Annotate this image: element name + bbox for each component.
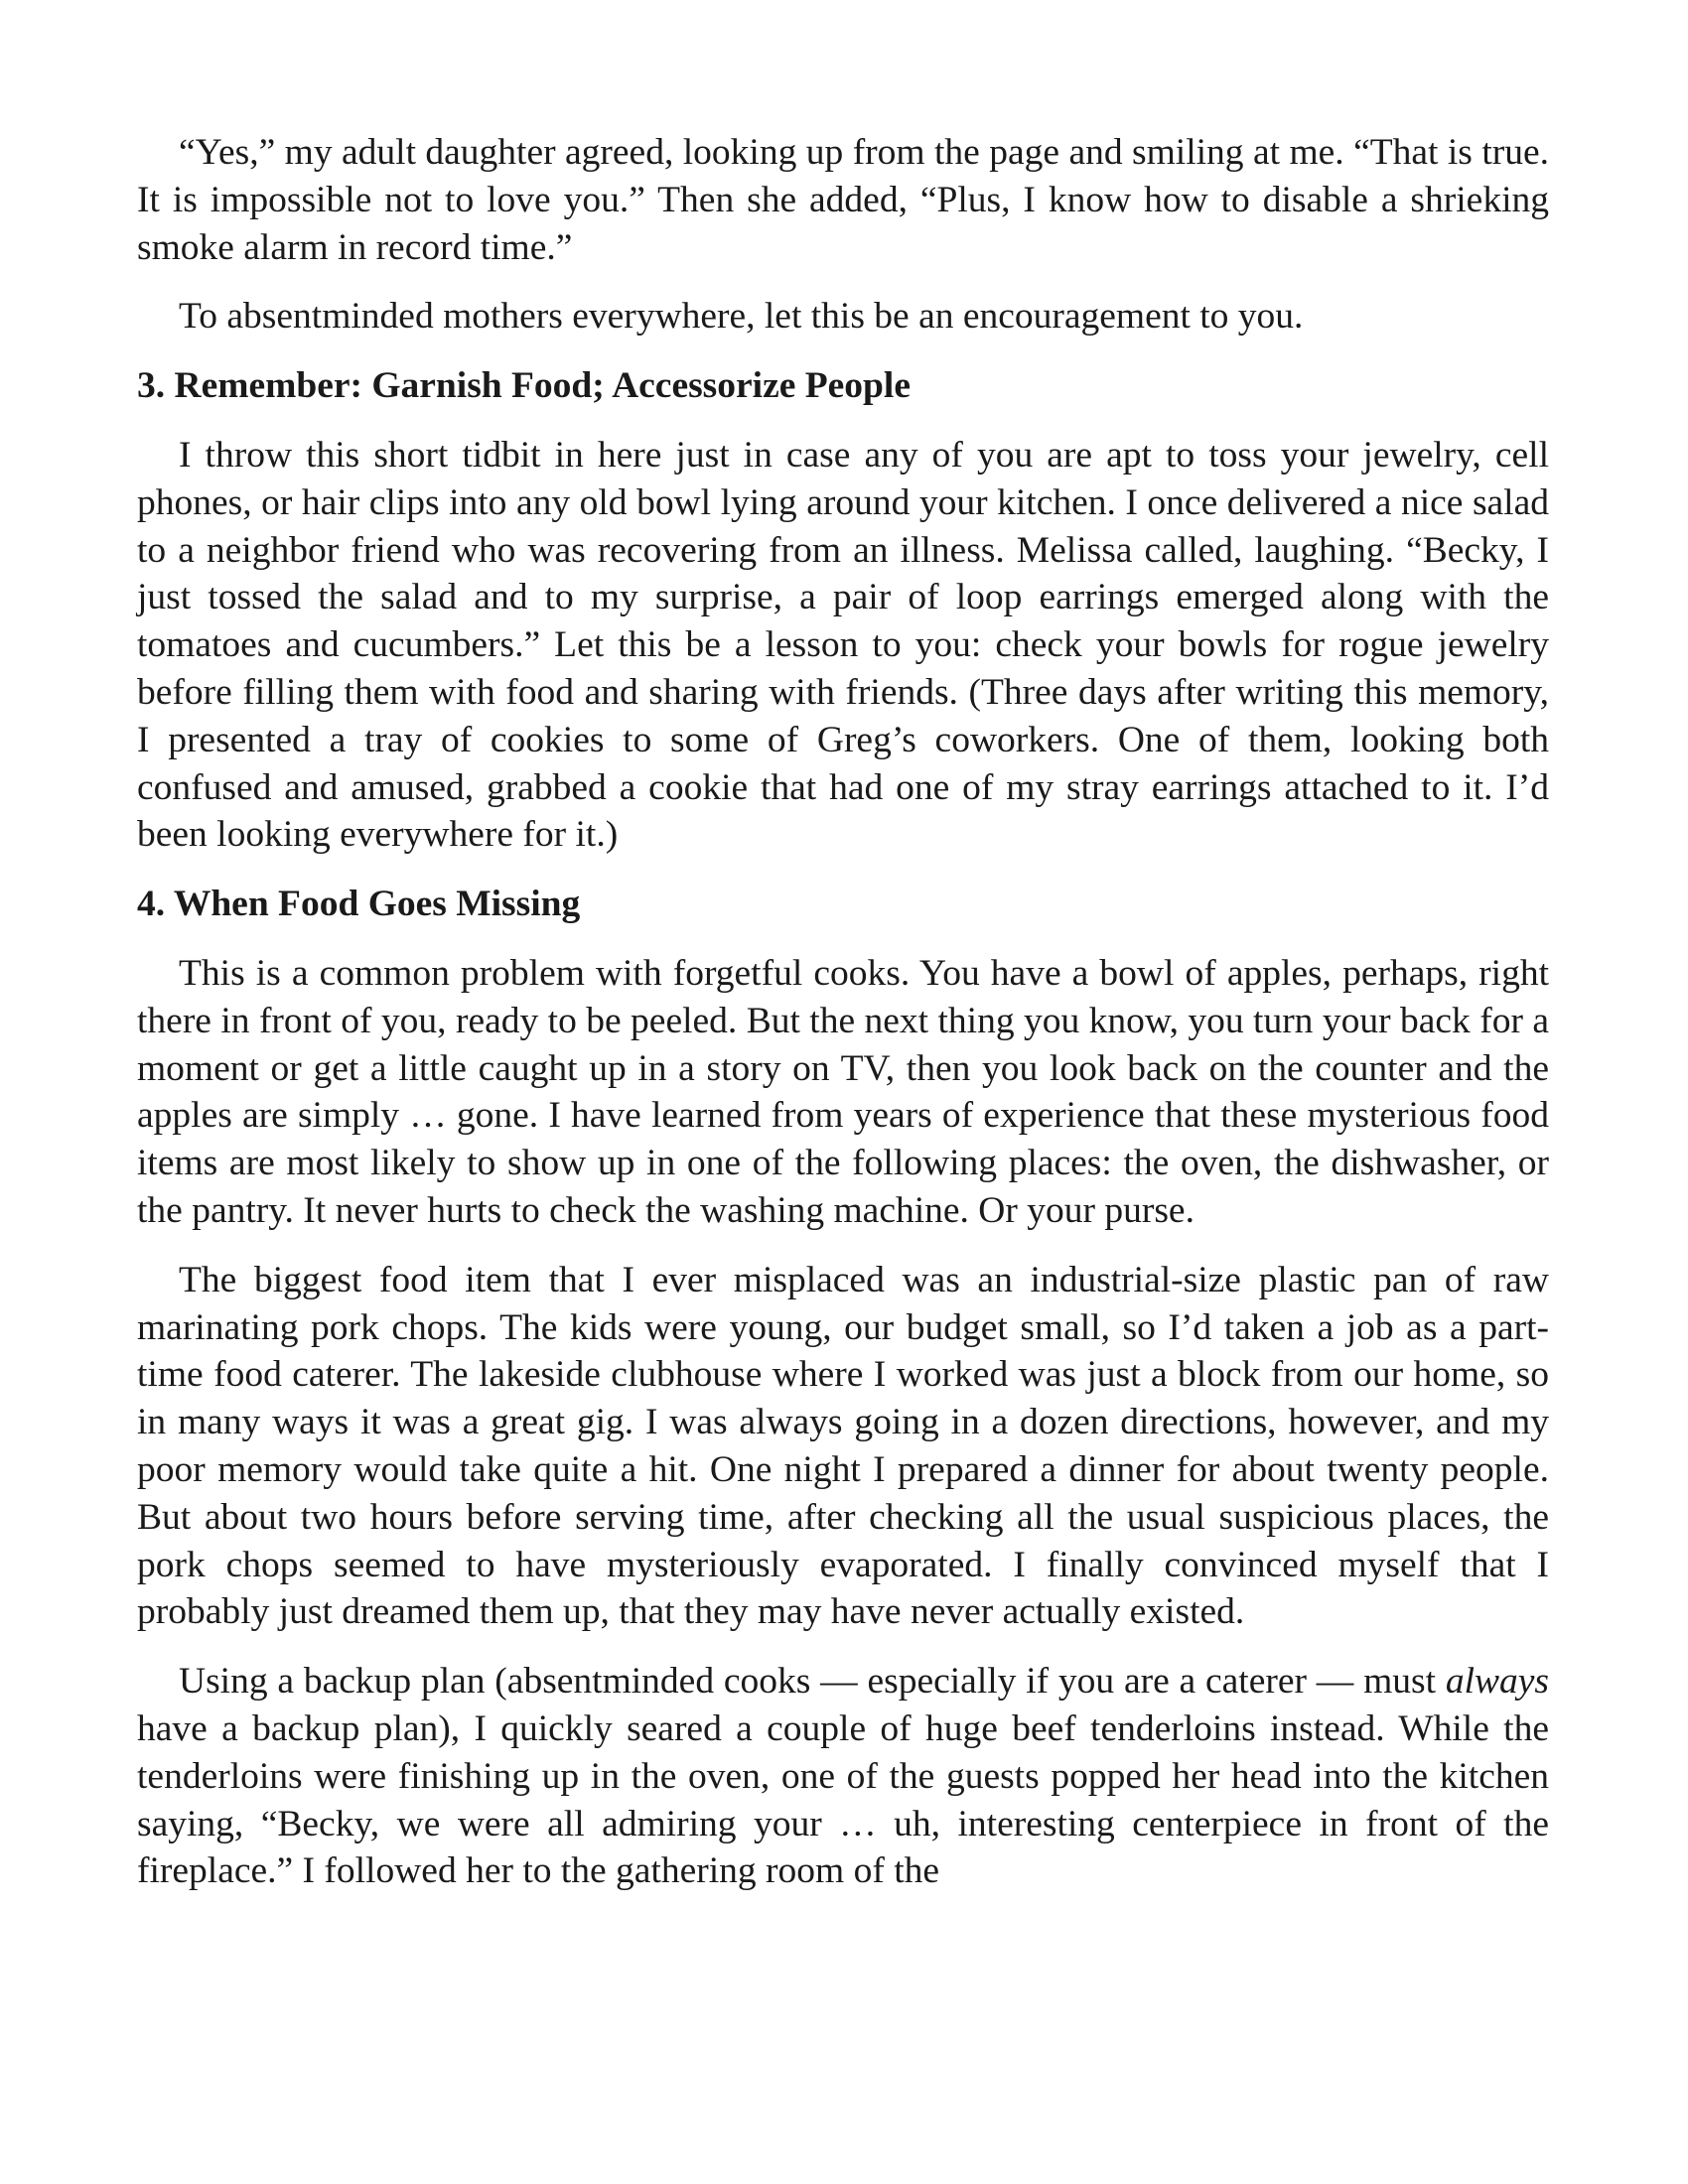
section-heading: 4. When Food Goes Missing [137,884,581,925]
text-run: Using a backup plan (absentminded cooks — especially if you are a caterer — must [179,1661,1446,1703]
paragraph: To absentminded mothers everywhere, let this be an encouragement to you. [179,296,1304,338]
paragraph: This is a common problem with forgetful cooks. You have a bowl of apples, perhaps, right there in front of you, ready to be peeled. But the next thing you know, you turn your back for a moment or get a little caught up in a story on TV, then you look back on the counter and the apples are simply … gone. I have learned from years of experience that these mysterious food items are most likely to show up in one of the following places: the oven, the dishwasher, or the pantry. It never hurts to check the washing machine. Or your purse. [137,952,1549,1231]
emphasis-text: always [1445,1661,1549,1703]
page-body [137,129,1549,1917]
paragraph: The biggest food item that I ever misplaced was an industrial-size plastic pan of raw marinating pork chops. The kids were young, our budget small, so I’d taken a job as a part-time food caterer. The lakeside clubhouse where I worked was just a block from our home, so in many ways it was a great gig. I was always going in a dozen directions, however, and my poor memory would take quite a hit. One night I prepared a dinner for about twenty people. But about two hours before serving time, after checking all the usual suspicious places, the pork chops seemed to have mysteriously evaporated. I finally convinced myself that I probably just dreamed them up, that they may have never actually existed. [137,1259,1549,1633]
section-heading: 3. Remember: Garnish Food; Accessorize People [137,365,911,407]
paragraph: “Yes,” my adult daughter agreed, looking up from the page and smiling at me. “That is true. It is impossible not to love you.” Then she added, “Plus, I know how to disable a shrieking smoke alarm in record time.” [137,132,1549,268]
paragraph: I throw this short tidbit in here just in case any of you are apt to toss your jewelry, cell phones, or hair clips into any old bowl lying around your kitchen. I once delivered a nice salad to a neighbor friend who was recovering from an illness. Melissa called, laughing. “Becky, I just tossed the salad and to my surprise, a pair of loop earrings emerged along with the tomatoes and cucumbers.” Let this be a lesson to you: check your bowls for rogue jewelry before filling them with food and sharing with friends. (Three days after writing this memory, I presented a tray of cookies to some of Greg’s coworkers. One of them, looking both confused and amused, grabbed a cookie that had one of my stray earrings attached to it. I’d been looking everywhere for it.) [137,434,1549,856]
paragraph-last [137,1658,1549,1895]
text-run: have a backup plan), I quickly seared a couple of huge beef tenderloins instead. While the tenderloins were finishing up in the oven, one of the guests popped her head into the kitchen saying, “Becky, we were all admiring your … uh, interesting centerpiece in front of the fireplace.” I followed her to the gathering room of the [137,1707,1549,1892]
